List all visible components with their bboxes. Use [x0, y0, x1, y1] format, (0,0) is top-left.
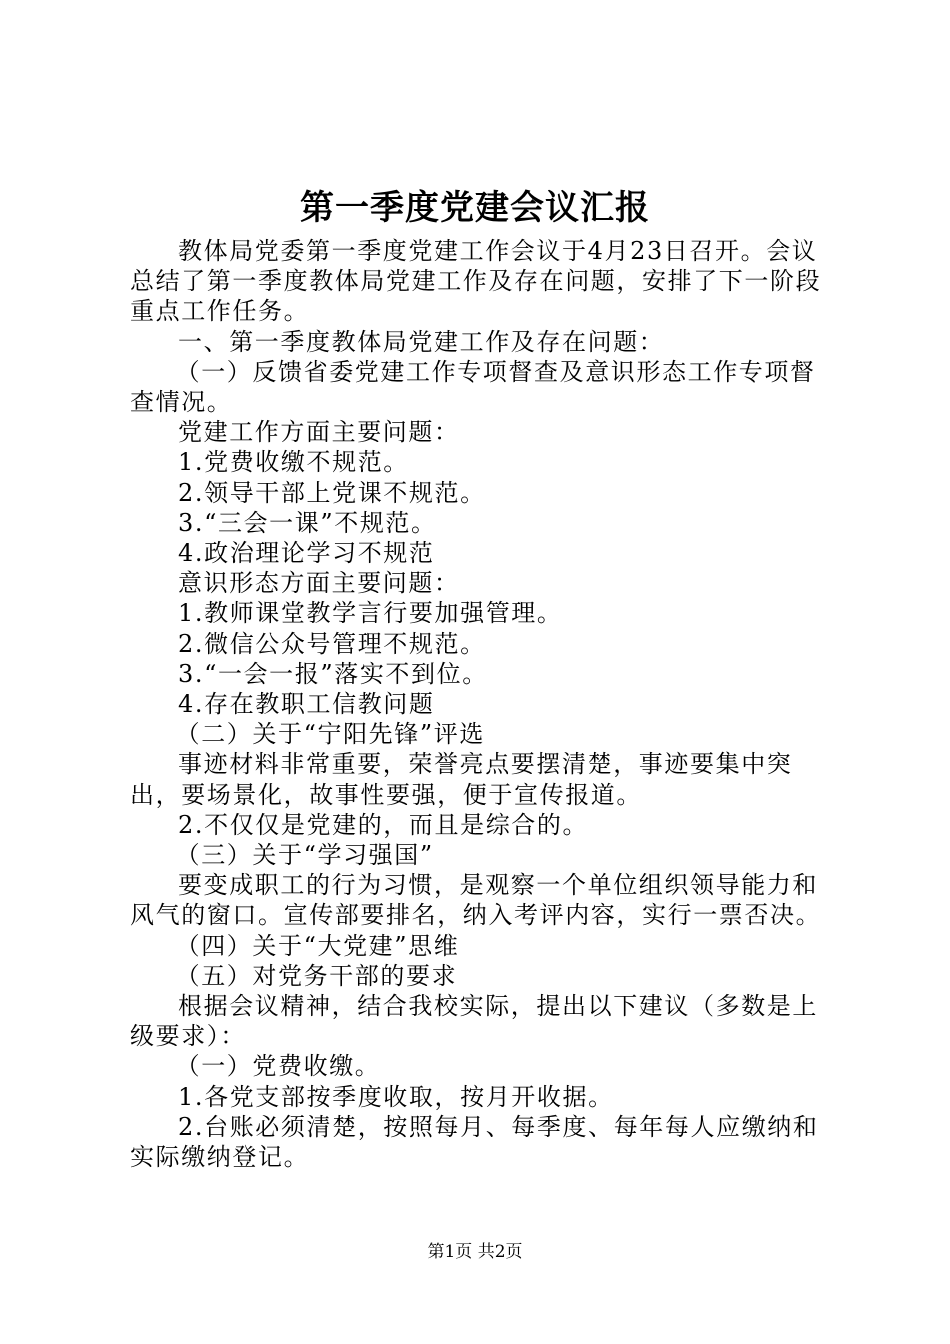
document-body [130, 236, 835, 1172]
paragraph-ideology-issue-2: 2.微信公众号管理不规范。 [178, 629, 486, 658]
paragraph-pioneer-point-2: 2.不仅仅是党建的，而且是综合的。 [178, 810, 589, 839]
paragraph-intro: 教体局党委第一季度党建工作会议于4月23日召开。会议总结了第一季度教体局党建工作及存在问题，安排了下一阶段重点工作任务。 [130, 237, 822, 326]
paragraph-ideology-issue-3: 3.“一会一报”落实不到位。 [178, 659, 488, 688]
paragraph-party-issue-1: 1.党费收缴不规范。 [178, 448, 409, 477]
paragraph-study-habit: 要变成职工的行为习惯，是观察一个单位组织领导能力和风气的窗口。宣传部要排名，纳入考评内容，实行一票否决。 [130, 871, 822, 930]
paragraph-party-issue-4: 4.政治理论学习不规范 [178, 539, 435, 568]
document-title: 第一季度党建会议汇报 [300, 188, 650, 228]
paragraph-subsection-2: （二）关于“宁阳先锋”评选 [175, 720, 485, 749]
paragraph-subsection-1: （一）反馈省委党建工作专项督查及意识形态工作专项督查情况。 [130, 357, 816, 417]
paragraph-suggestions-intro: 根据会议精神，结合我校实际，提出以下建议（多数是上级要求）： [130, 992, 818, 1051]
paragraph-subsection-5: （五）对党务干部的要求 [175, 961, 458, 990]
paragraph-suggestion-1-point-1: 1.各党支部按季度收取，按月开收据。 [178, 1082, 614, 1111]
paragraph-ideology-issues-heading: 意识形态方面主要问题： [178, 569, 460, 598]
paragraph-subsection-3: （三）关于“学习强国” [175, 841, 434, 870]
paragraph-pioneer-materials: 事迹材料非常重要，荣誉亮点要摆清楚，事迹要集中突出，要场景化，故事性要强，便于宣传报道。 [130, 750, 793, 809]
paragraph-party-issues-heading: 党建工作方面主要问题： [178, 418, 460, 447]
paragraph-ideology-issue-1: 1.教师课堂教学言行要加强管理。 [178, 599, 563, 628]
paragraph-party-issue-3: 3.“三会一课”不规范。 [178, 508, 437, 537]
paragraph-ideology-issue-4: 4.存在教职工信教问题 [178, 690, 435, 719]
page-footer: 第1页 共2页 [427, 1242, 523, 1262]
paragraph-party-issue-2: 2.领导干部上党课不规范。 [178, 478, 486, 507]
paragraph-suggestion-1-point-2: 2.台账必须清楚，按照每月、每季度、每年每人应缴纳和实际缴纳登记。 [130, 1112, 819, 1172]
paragraph-subsection-4: （四）关于“大党建”思维 [175, 931, 460, 960]
paragraph-suggestion-1: （一）党费收缴。 [175, 1052, 381, 1081]
paragraph-section-1: 一、第一季度教体局党建工作及存在问题： [178, 327, 665, 356]
